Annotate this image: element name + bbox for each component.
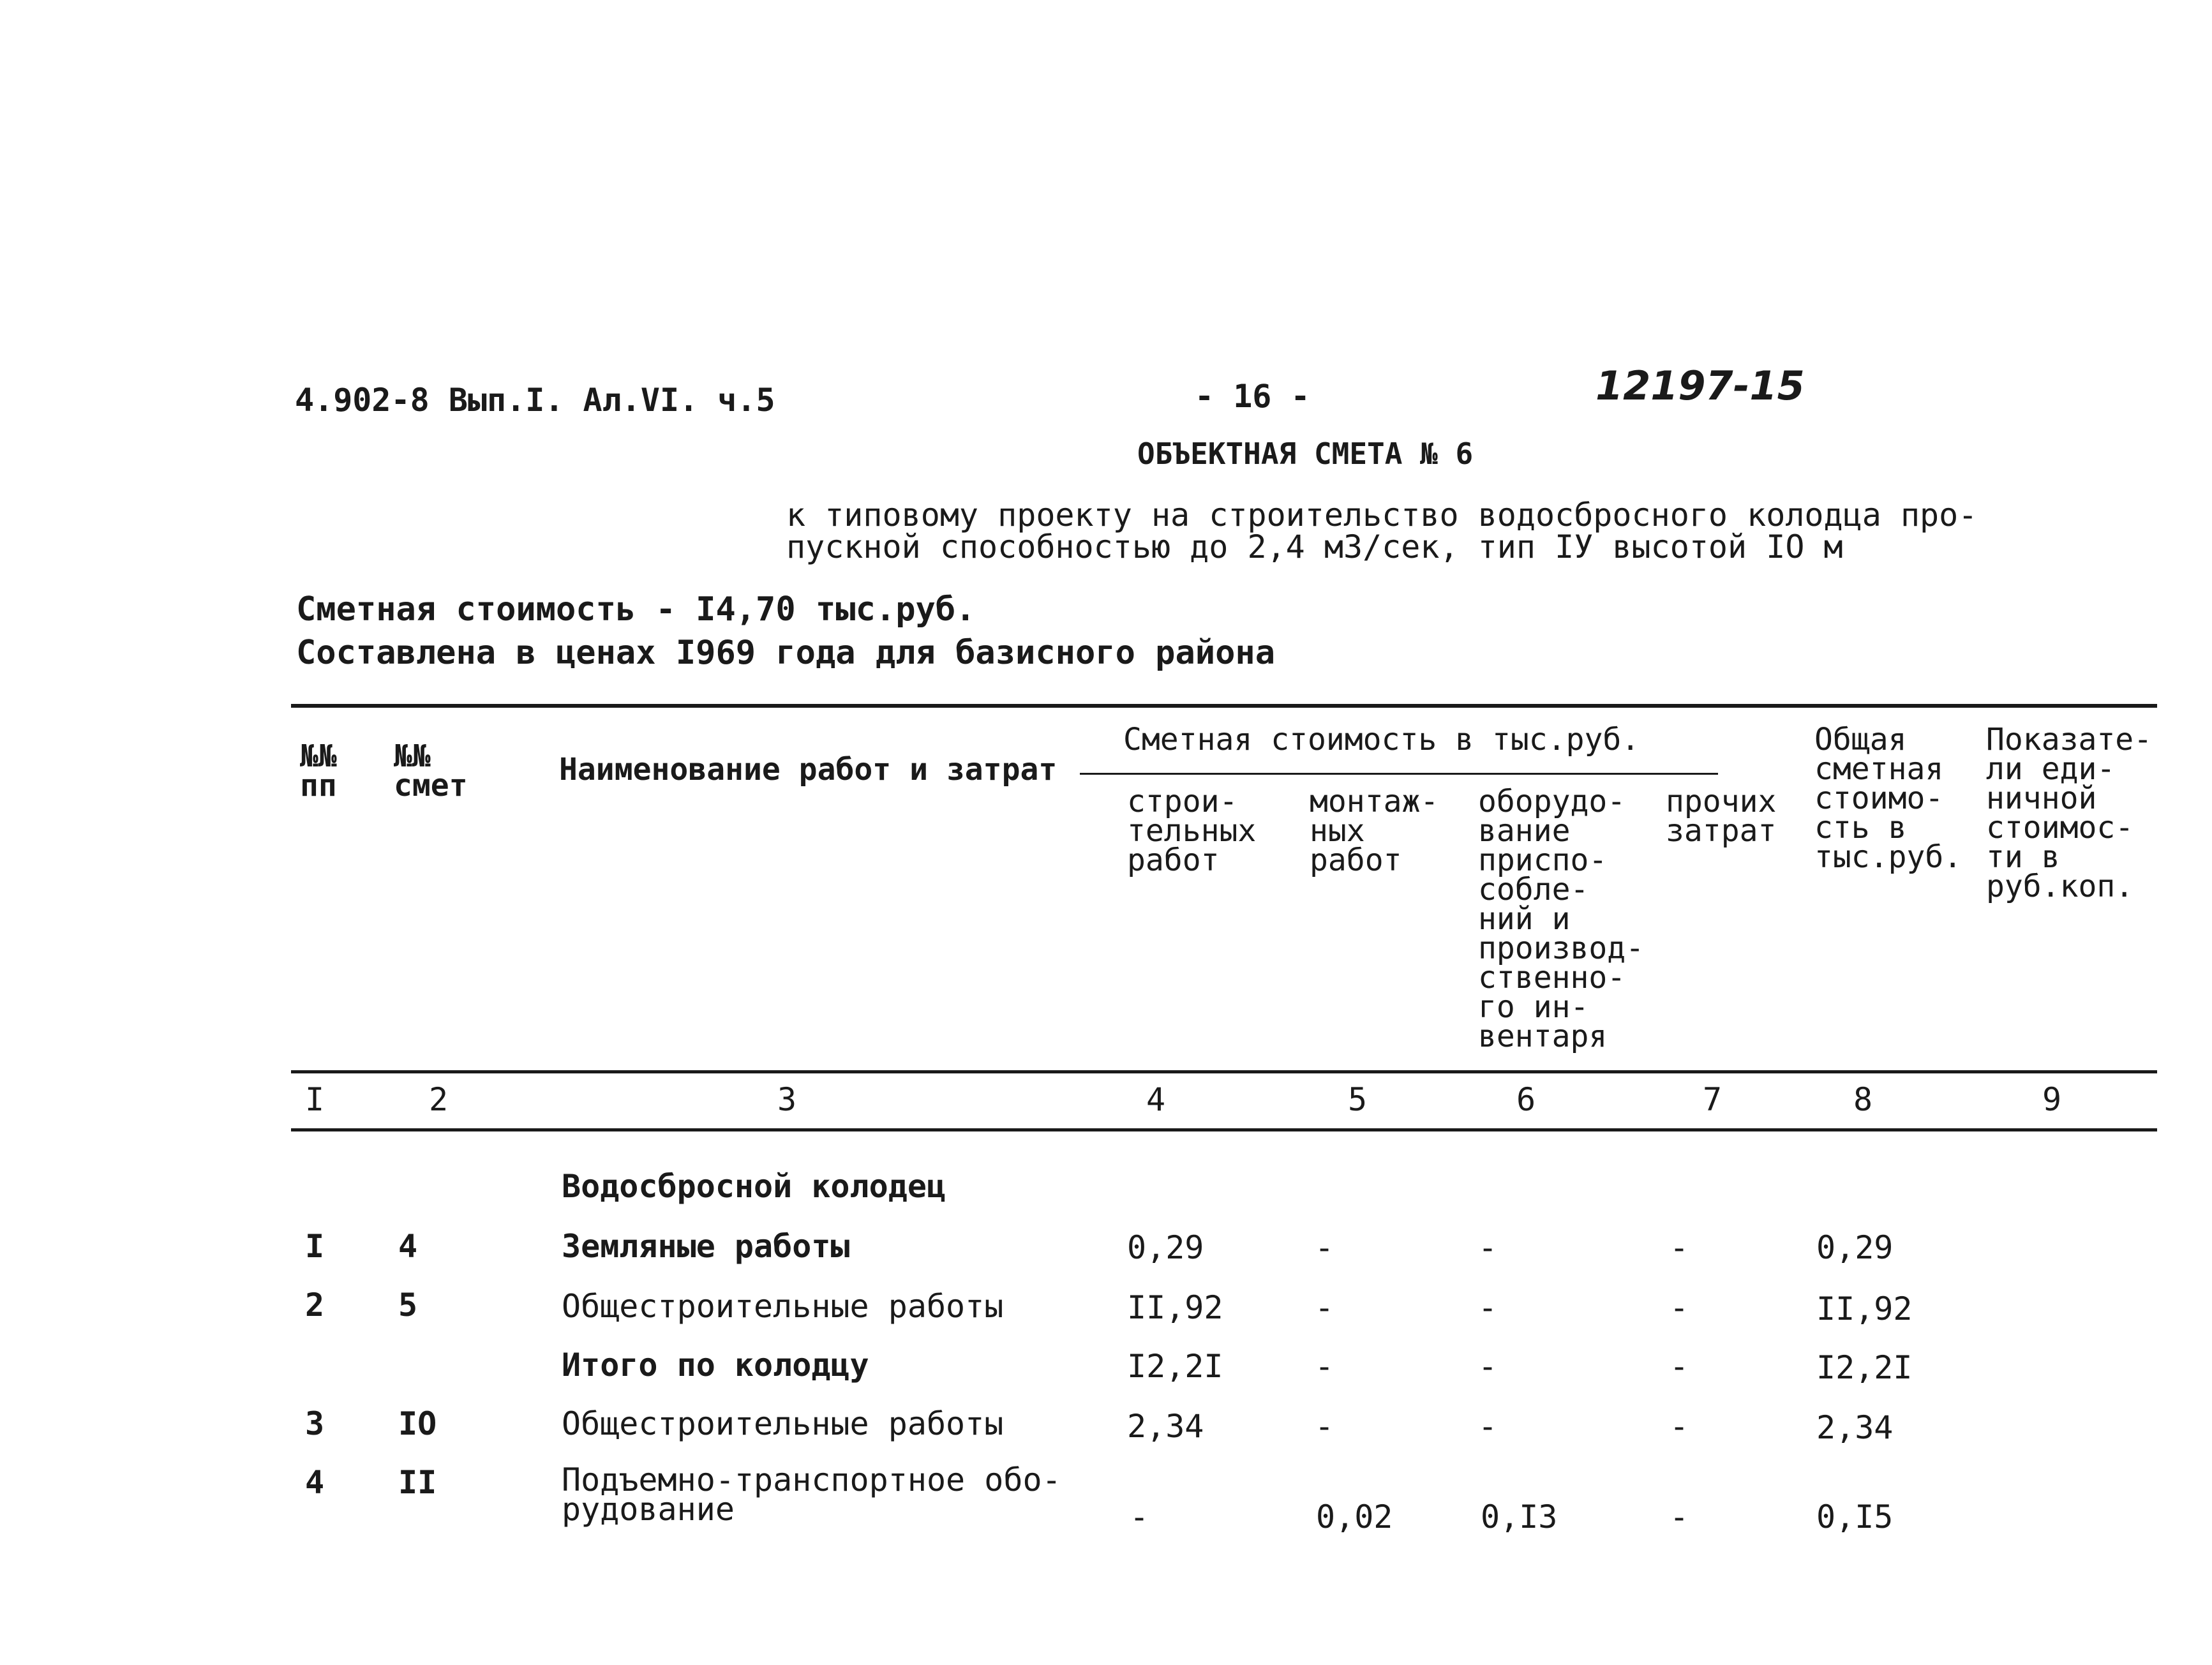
row-4-estimate: II (398, 1464, 437, 1501)
row-3-construction: 2,34 (1127, 1408, 1204, 1445)
document-subtitle: к типовому проекту на строительство водосбросного колодца про- пускной способностью до 2,4 м3/сек, тип IУ высотой IО м (786, 497, 1978, 565)
header-bottom-rule (291, 1070, 2157, 1073)
row-4-number: 4 (305, 1464, 325, 1501)
document-code: 4.902-8 Вып.I. Ал.VI. ч.5 (295, 382, 775, 419)
header-equipment: оборудо- вание приспо- собле- ний и производ- ственно- го ин- вентаря (1478, 784, 1645, 1054)
row-1-number: I (305, 1228, 325, 1265)
row-1-construction: 0,29 (1127, 1229, 1204, 1266)
row-1-installation: - (1315, 1229, 1334, 1266)
row-2-estimate: 5 (398, 1287, 418, 1324)
row-1-total: 0,29 (1816, 1229, 1894, 1266)
group-header-rule (1080, 773, 1718, 775)
column-number-4: 4 (1146, 1081, 1166, 1118)
row-2-number: 2 (305, 1287, 325, 1324)
row-3-total: 2,34 (1816, 1409, 1894, 1446)
row-3-installation: - (1315, 1408, 1334, 1445)
header-cost-group: Сметная стоимость в тыс.руб. (1123, 722, 1640, 758)
document-title: ОБЪЕКТНАЯ СМЕТА № 6 (1137, 437, 1474, 471)
subtotal-name: Итого по колодцу (562, 1347, 869, 1384)
row-1-equipment: - (1478, 1229, 1498, 1266)
table-top-rule (291, 704, 2157, 708)
header-other-costs: прочих затрат (1666, 784, 1777, 849)
column-number-7: 7 (1703, 1081, 1723, 1118)
subtotal-installation: - (1315, 1348, 1334, 1385)
row-3-name: Общестроительные работы (562, 1405, 1004, 1442)
row-1-name: Земляные работы (562, 1228, 850, 1265)
row-2-name: Общестроительные работы (562, 1288, 1004, 1325)
column-numbers-rule (291, 1128, 2157, 1131)
subtotal-construction: I2,2I (1127, 1348, 1223, 1385)
row-3-number: 3 (305, 1405, 325, 1442)
header-total-cost: Общая сметная стоимо- сть в тыс.руб. (1814, 722, 1962, 875)
header-construction-works: строи- тельных работ (1127, 784, 1257, 878)
row-3-equipment: - (1478, 1408, 1498, 1445)
row-3-other: - (1670, 1408, 1689, 1445)
header-estimate-number: №№ смет (394, 738, 468, 803)
subtotal-other: - (1670, 1348, 1689, 1385)
row-4-other: - (1670, 1498, 1689, 1535)
row-2-other: - (1670, 1289, 1689, 1326)
header-unit-cost-indicators: Показате- ли еди- ничной стоимос- ти в руб.коп. (1986, 722, 2153, 904)
column-number-3: 3 (777, 1081, 797, 1118)
column-number-2: 2 (429, 1081, 449, 1118)
row-4-installation: 0,02 (1316, 1498, 1393, 1535)
row-4-name: Подъемно-транспортное обо- рудование (562, 1461, 1061, 1528)
row-3-estimate: IО (398, 1405, 437, 1442)
prices-basis: Составлена в ценах I969 года для базисного района (296, 634, 1276, 672)
row-4-equipment: 0,I3 (1481, 1498, 1558, 1535)
row-4-construction: - (1130, 1498, 1149, 1535)
row-1-estimate: 4 (398, 1228, 418, 1265)
header-work-name: Наименование работ и затрат (559, 752, 1057, 788)
header-installation-works: монтаж- ных работ (1310, 784, 1439, 878)
row-2-installation: - (1315, 1289, 1334, 1326)
column-number-8: 8 (1853, 1081, 1873, 1118)
column-number-9: 9 (2042, 1081, 2062, 1118)
column-number-6: 6 (1516, 1081, 1536, 1118)
row-4-total: 0,I5 (1816, 1498, 1894, 1535)
page-number: - 16 - (1195, 378, 1310, 415)
subtotal-total: I2,2I (1816, 1349, 1913, 1386)
row-1-other: - (1670, 1229, 1689, 1266)
row-2-equipment: - (1478, 1289, 1498, 1326)
row-2-construction: II,92 (1127, 1289, 1223, 1326)
subtotal-equipment: - (1478, 1348, 1498, 1385)
column-number-1: I (305, 1081, 325, 1118)
estimated-cost: Сметная стоимость - I4,70 тыс.руб. (296, 590, 976, 629)
header-item-number: №№ пп (300, 738, 337, 803)
section-title: Водосбросной колодец (562, 1168, 946, 1205)
handwritten-number: 12197-15 (1595, 362, 1805, 409)
column-number-5: 5 (1348, 1081, 1368, 1118)
row-2-total: II,92 (1816, 1290, 1913, 1327)
